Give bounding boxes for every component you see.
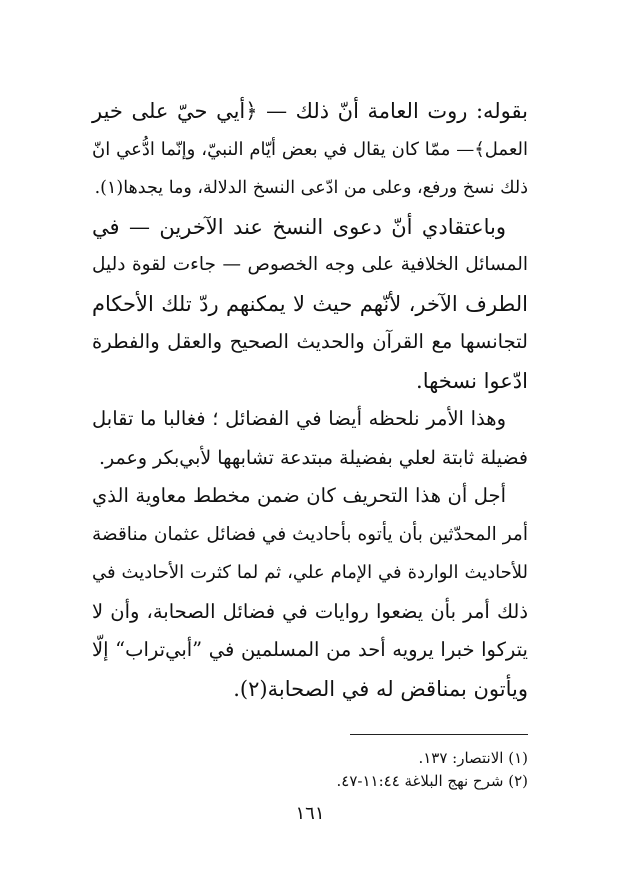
footnote-separator xyxy=(350,734,528,735)
footnote-1: (١) الانتصار: ١٣٧. xyxy=(418,749,528,767)
text-line: الطرف الآخر، لأنّهم حيث لا يمكنهم ردّ تلك الأحكام xyxy=(92,291,528,316)
paragraph-4 xyxy=(92,477,528,708)
page-number: ١٦١ xyxy=(295,803,325,824)
main-text xyxy=(92,92,528,708)
paragraph-1 xyxy=(92,92,528,208)
text-line: ويأتون بمناقض له في الصحابة(٢). xyxy=(233,676,528,701)
text-line: للأحاديث الواردة في الإمام علي، ثم لما كثرت الأحاديث في xyxy=(92,562,528,583)
text-line: يتركوا خبرا يرويه أحد من المسلمين في ”أبي‌تراب“ إلّا xyxy=(92,638,528,661)
text-line: لتجانسها مع القرآن والحديث الصحيح والعقل والفطرة xyxy=(92,330,528,353)
paragraph-2 xyxy=(92,208,528,401)
text-line: فضيلة ثابتة لعلي بفضيلة مبتدعة تشابهها لأبي‌بكر وعمر. xyxy=(98,446,528,469)
footnote-2: (٢) شرح نهج البلاغة ١١:٤٤-٤٧. xyxy=(336,772,528,790)
text-line: بقوله: روت العامة أنّ ذلك — ﴿أيي حيّ على خير xyxy=(92,99,528,123)
text-line: أمر المحدّثين بأن يأتوه بأحاديث في فضائل عثمان مناقضة xyxy=(92,523,528,545)
text-line: أجل أن هذا التحريف كان ضمن مخطط معاوية الذي xyxy=(92,484,506,507)
text-line: المسائل الخلافية على وجه الخصوص — جاءت لقوة دليل xyxy=(92,254,528,275)
text-line: ادّعوا نسخها. xyxy=(416,368,528,393)
paragraph-3 xyxy=(92,400,528,477)
text-line: ذلك أمر بأن يضعوا روايات في فضائل الصحابة، وأن لا xyxy=(92,599,528,623)
text-line: وباعتقادي أنّ دعوى النسخ عند الآخرين — في xyxy=(92,214,506,239)
text-line: ذلك نسخ ورفع، وعلى من ادّعى النسخ الدلالة، وما يجدها(١). xyxy=(94,178,528,198)
text-line: العمل﴾— ممّا كان يقال في بعض أيّام النبيّ، وإنّما ادُّعي انّ xyxy=(92,138,528,160)
footnotes xyxy=(92,747,528,793)
text-line: وهذا الأمر نلحظه أيضا في الفضائل ؛ فغالبا ما تقابل xyxy=(92,407,506,430)
